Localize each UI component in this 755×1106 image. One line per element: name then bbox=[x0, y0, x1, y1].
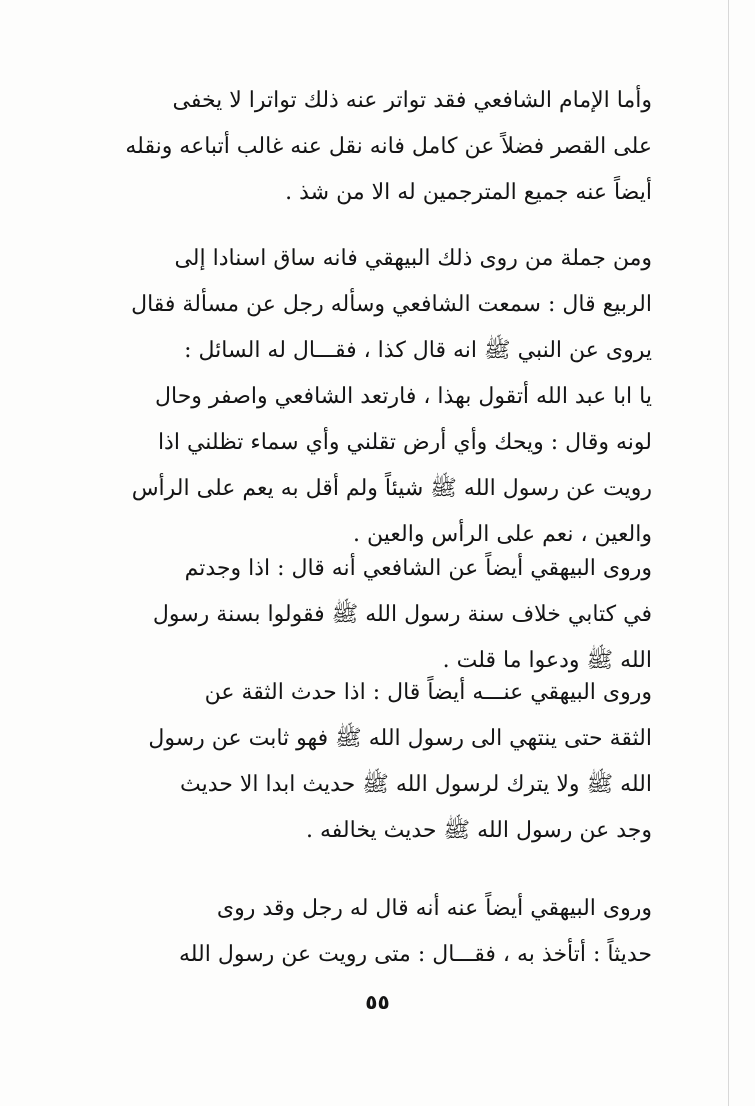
paragraph-1 bbox=[108, 78, 652, 216]
text-line: في كتابي خلاف سنة رسول الله ﷺ فقولوا بسنة رسول bbox=[152, 602, 652, 627]
text-line: وروى البيهقي أيضاً عنه أنه قال له رجل وقد روى bbox=[216, 896, 652, 921]
text-line: يروى عن النبي ﷺ انه قال كذا ، فقـــال له السائل : bbox=[184, 338, 652, 363]
text-line: الثقة حتى ينتهي الى رسول الله ﷺ فهو ثابت عن رسول bbox=[148, 726, 652, 751]
text-line: رويت عن رسول الله ﷺ شيئاً ولم أقل به يعم على الرأس bbox=[131, 476, 652, 501]
text-line: الله ﷺ ولا يترك لرسول الله ﷺ حديث ابدا الا حديث bbox=[179, 772, 652, 797]
paragraph-3 bbox=[108, 546, 652, 684]
text-line: والعين ، نعم على الرأس والعين . bbox=[353, 522, 652, 547]
text-line: يا ابا عبد الله أتقول بهذا ، فارتعد الشافعي واصفر وحال bbox=[155, 384, 652, 409]
paragraph-4 bbox=[108, 670, 652, 854]
text-line: لونه وقال : ويحك وأي أرض تقلني وأي سماء تظلني اذا bbox=[157, 430, 652, 455]
text-line: ومن جملة من روى ذلك البيهقي فانه ساق اسنادا إلى bbox=[174, 246, 652, 271]
paragraph-5 bbox=[108, 886, 652, 978]
text-line: الله ﷺ ودعوا ما قلت . bbox=[442, 648, 652, 673]
page-edge-line bbox=[728, 0, 729, 1106]
text-line: وروى البيهقي عنـــه أيضاً قال : اذا حدث الثقة عن bbox=[204, 680, 652, 705]
text-line: وروى البيهقي أيضاً عن الشافعي أنه قال : اذا وجدتم bbox=[184, 556, 652, 581]
text-line: أيضاً عنه جميع المترجمين له الا من شذ . bbox=[285, 180, 652, 205]
text-line: حديثاً : أتأخذ به ، فقـــال : متى رويت عن رسول الله bbox=[178, 942, 652, 967]
paragraph-2 bbox=[108, 236, 652, 558]
page-number: ٥٥ bbox=[365, 990, 390, 1014]
text-line: وجد عن رسول الله ﷺ حديث يخالفه . bbox=[306, 818, 652, 843]
text-line: وأما الإمام الشافعي فقد تواتر عنه ذلك تواترا لا يخفى bbox=[172, 88, 652, 113]
text-line: على القصر فضلاً عن كامل فانه نقل عنه غالب أتباعه ونقله bbox=[125, 134, 652, 159]
text-line: الربيع قال : سمعت الشافعي وسأله رجل عن مسألة فقال bbox=[131, 292, 652, 317]
